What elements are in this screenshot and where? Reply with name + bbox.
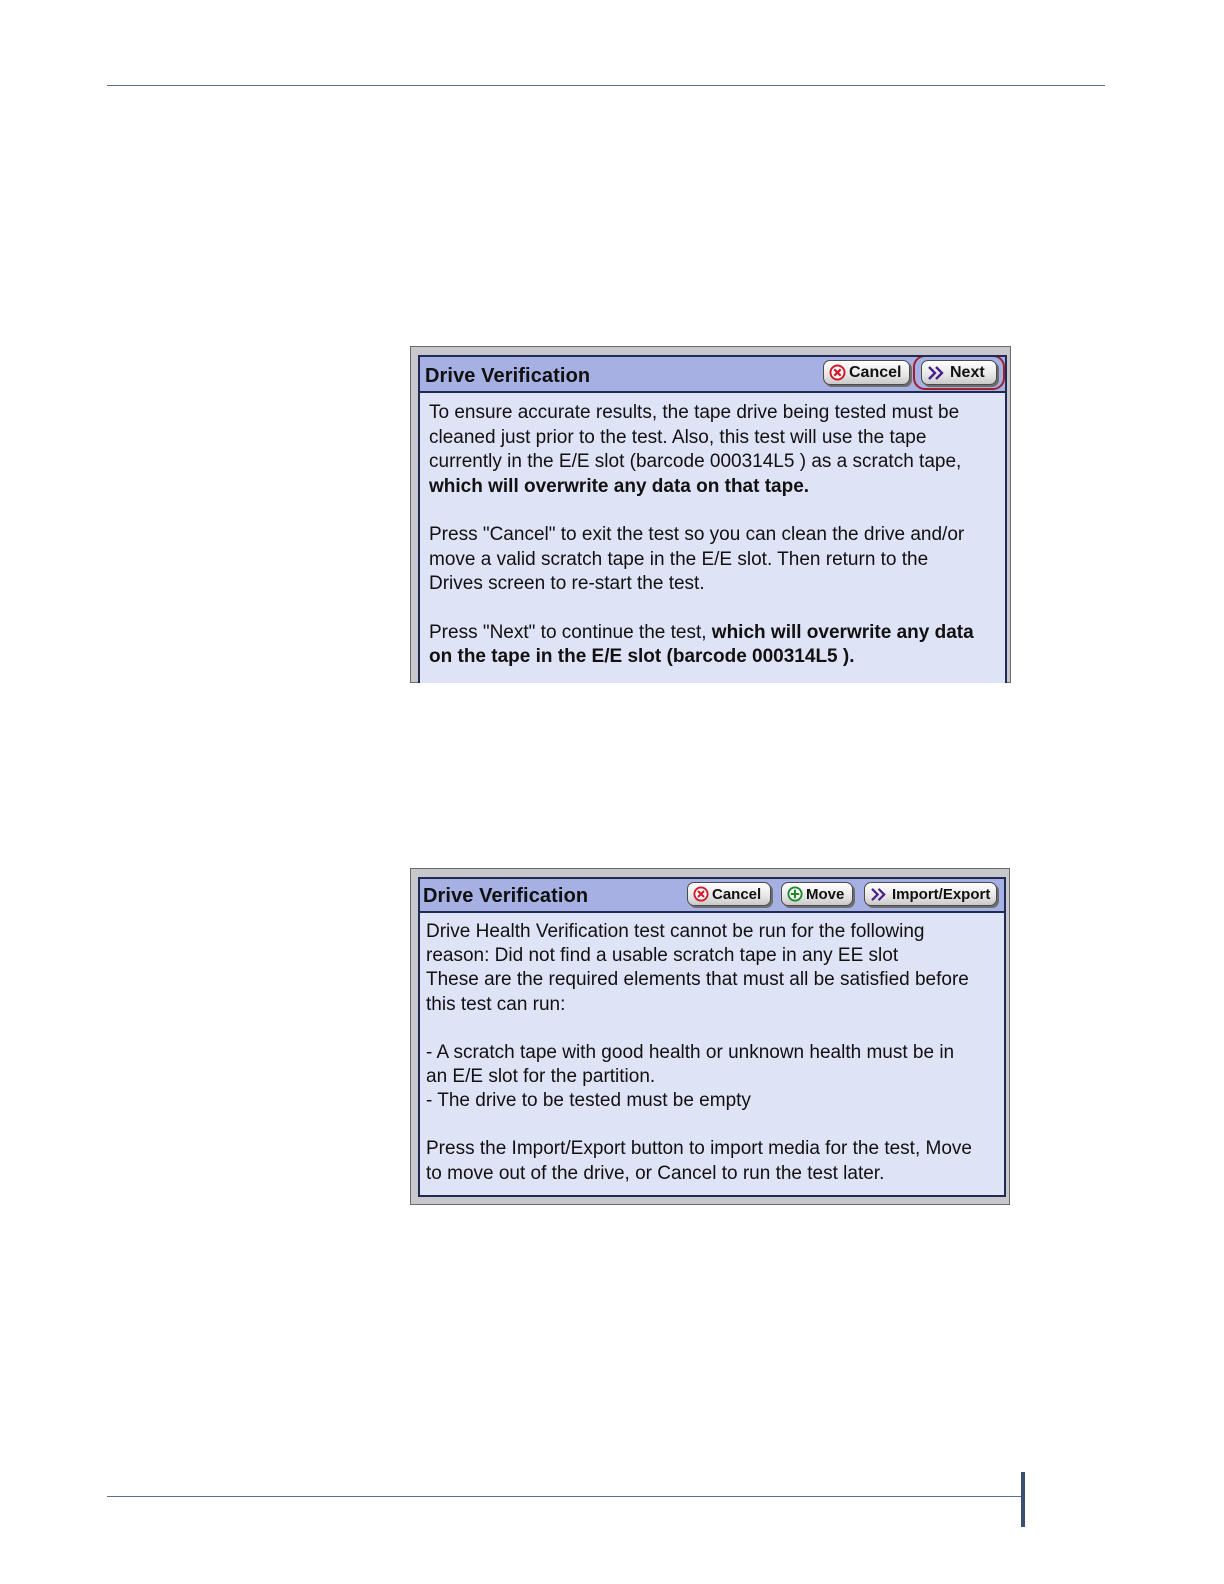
message-line: move a valid scratch tape in the E/E slot. Then return to the (429, 548, 929, 570)
message-line: currently in the E/E slot (barcode 000314L5 ) as a scratch tape, (429, 451, 962, 472)
message-line: - A scratch tape with good health or unknown health must be in (426, 1041, 955, 1063)
message-warning: which will overwrite any data on that tape. (429, 475, 810, 497)
double-chevron-right-icon (927, 365, 947, 381)
drive-verification-dialog-error (410, 868, 1010, 1205)
footer-tick (1021, 1472, 1025, 1527)
cancel-button-label: Cancel (712, 885, 762, 903)
double-chevron-right-icon (870, 887, 889, 902)
move-button-label: Move (806, 885, 845, 903)
message-line: Drives screen to re-start the test. (429, 573, 705, 594)
dialog-panel (418, 355, 1007, 683)
plus-circle-icon (787, 886, 803, 902)
next-button-label: Next (950, 363, 985, 381)
cancel-button-label: Cancel (849, 363, 902, 381)
dialog-title: Drive Verification (425, 365, 591, 387)
cancel-icon (693, 886, 709, 902)
dialog-message (420, 913, 1004, 1186)
message-line: to move out of the drive, or Cancel to run the test later. (426, 1162, 885, 1184)
dialog-titlebar (420, 357, 1005, 393)
message-text: Press "Next" to continue the test, (429, 621, 712, 643)
message-line: Press the Import/Export button to import media for the test, Move (426, 1138, 972, 1160)
message-line (429, 621, 996, 646)
message-line: Press "Cancel" to exit the test so you can clean the drive and/or (429, 524, 965, 545)
cancel-icon (829, 364, 846, 381)
next-button[interactable] (921, 360, 997, 385)
drive-verification-dialog-confirm (410, 346, 1011, 683)
cancel-button[interactable] (687, 882, 771, 906)
footer-rule (107, 1496, 1023, 1497)
message-warning: on the tape in the E/E slot (barcode 000314L5 ). (429, 646, 855, 667)
dialog-message (420, 393, 1005, 670)
message-line: To ensure accurate results, the tape drive being tested must be (429, 402, 960, 423)
message-line: These are the required elements that must all be satisfied before (426, 969, 969, 991)
dialog-panel (418, 877, 1006, 1197)
import-export-button-label: Import/Export (892, 885, 991, 903)
message-line: Drive Health Verification test cannot be run for the following (426, 921, 925, 942)
message-line: cleaned just prior to the test. Also, this test will use the tape (429, 426, 927, 448)
header-rule (107, 85, 1105, 86)
dialog-titlebar (420, 879, 1004, 913)
move-button[interactable] (781, 882, 853, 906)
message-warning: which will overwrite any data (711, 621, 974, 643)
cancel-button[interactable] (823, 360, 910, 385)
message-line: reason: Did not find a usable scratch tape in any EE slot (426, 945, 899, 967)
message-line: - The drive to be tested must be empty (426, 1090, 751, 1112)
import-export-button[interactable] (864, 882, 997, 906)
dialog-title: Drive Verification (423, 885, 589, 907)
message-line: this test can run: (426, 993, 566, 1015)
message-line: an E/E slot for the partition. (426, 1066, 656, 1088)
